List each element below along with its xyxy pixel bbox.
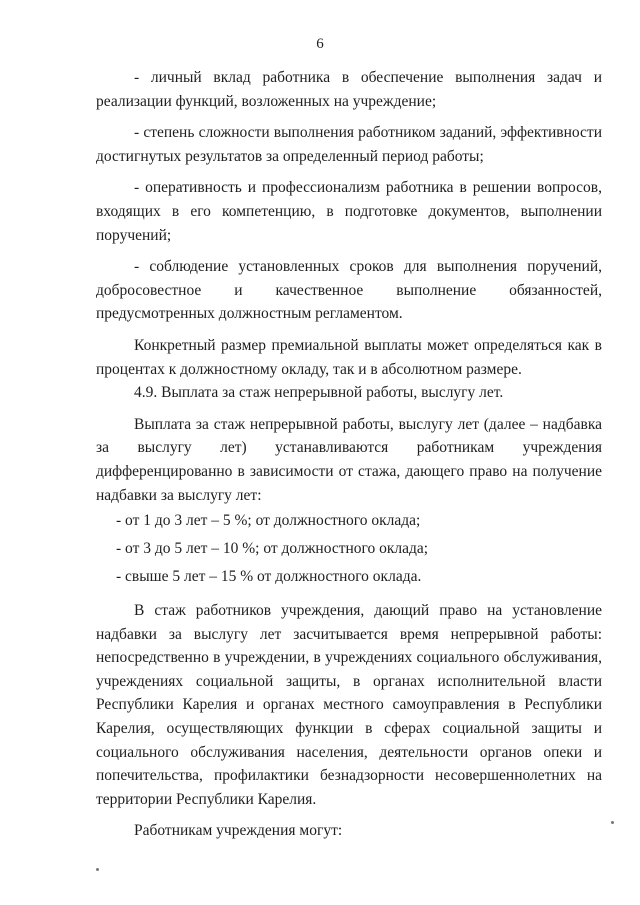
paragraph-employees-may: Работникам учреждения могут: [134, 822, 343, 840]
document-body [96, 66, 602, 843]
list-item-1-3-years: - от 1 до 3 лет – 5 %; от должностного оклада; [116, 512, 421, 530]
paragraph-task-complexity: - степень сложности выполнения работником заданий, эффективности достигнутых результатов за определенный период работы; [96, 124, 602, 165]
paragraph-seniority-allowance: Выплата за стаж непрерывной работы, выслугу лет (далее – надбавка за выслугу лет) устанавливаются работникам учреждения дифференцированно в зависимости от стажа, дающего право на получение надбавки за выслугу лет: [96, 415, 602, 504]
page-number: 6 [316, 36, 324, 52]
list-item-over-5-years: - свыше 5 лет – 15 % от должностного оклада. [116, 568, 422, 586]
paragraph-service-record: В стаж работников учреждения, дающий право на установление надбавки за выслугу лет засчитывается время непрерывной работы: непосредственно в учреждении, в учреждениях социального обслуживания, учреждениях социальной защиты, в органах исполнительной власти Республики Карелия и органах местного самоуправления в Республики Карелия, осуществляющих функции в сферах социальной защиты и социального обслуживания населения, деятельности органов опеки и попечительства, профилактики безнадзорности несовершеннолетних на территории Республики Карелия. [96, 602, 602, 808]
scan-speck [96, 868, 99, 871]
paragraph-bonus-amount: Конкретный размер премиальной выплаты может определяться как в процентах к должностному окладу, так и в абсолютном размере. [96, 336, 602, 378]
paragraph-personal-contribution: - личный вклад работника в обеспечение выполнения задач и реализации функций, возложенных на учреждение; [96, 69, 602, 110]
section-heading-4-9: 4.9. Выплата за стаж непрерывной работы, выслугу лет. [134, 384, 504, 402]
list-item-3-5-years: - от 3 до 5 лет – 10 %; от должностного оклада; [116, 540, 429, 558]
scan-speck [611, 821, 614, 824]
paragraph-deadline-compliance: - соблюдение установленных сроков для выполнения поручений, добросовестное и качественное выполнение обязанностей, предусмотренных должностным регламентом. [96, 258, 602, 323]
paragraph-efficiency-professionalism: - оперативность и профессионализм работника в решении вопросов, входящих в его компетенцию, в подготовке документов, выполнении поручений; [96, 179, 602, 244]
